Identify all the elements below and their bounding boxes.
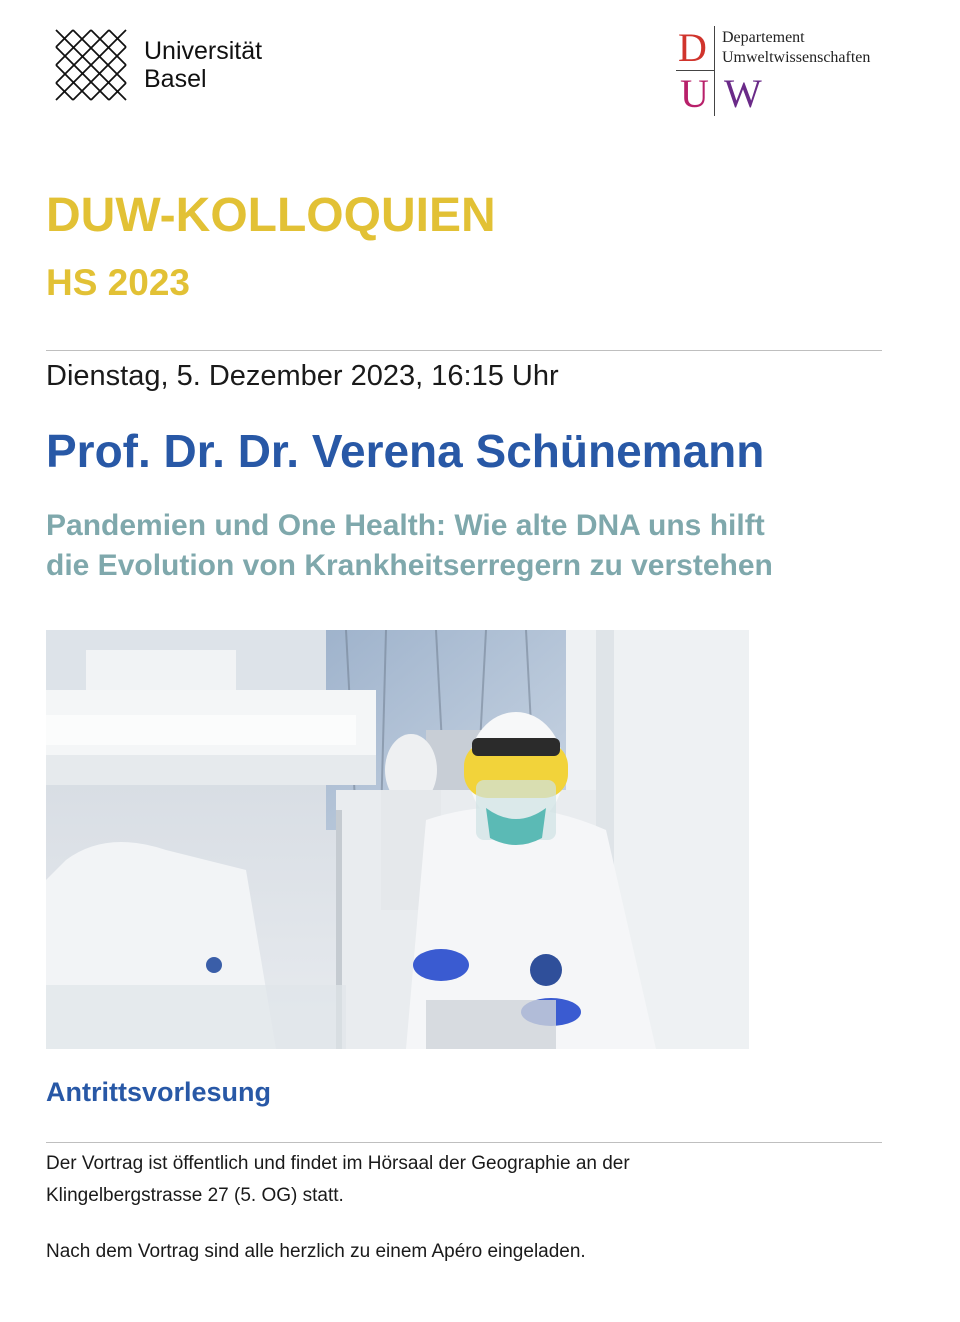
event-date-time: Dienstag, 5. Dezember 2023, 16:15 Uhr <box>46 360 559 392</box>
duw-letter-w: W <box>724 71 762 116</box>
lab-scene-illustration <box>46 630 749 1049</box>
talk-title-line2: die Evolution von Krankheitserregern zu verstehen <box>46 549 773 582</box>
duw-logo <box>676 25 871 118</box>
section-label: Antrittsvorlesung <box>46 1077 272 1107</box>
unibas-emblem-icon <box>52 26 130 104</box>
speaker-name: Prof. Dr. Dr. Verena Schünemann <box>46 425 765 477</box>
venue-line1: Der Vortrag ist öffentlich und findet im Hörsaal der Geographie an der <box>46 1153 630 1174</box>
venue-line2: Klingelbergstrasse 27 (5. OG) statt. <box>46 1185 344 1206</box>
duw-divider-vertical <box>714 26 715 116</box>
duw-letter-d: D <box>678 25 707 70</box>
duw-mark <box>676 25 871 118</box>
venue-paragraph <box>46 1148 630 1212</box>
semester-label: HS 2023 <box>46 262 190 303</box>
duw-name-line1: Departement <box>722 29 805 46</box>
divider-top <box>46 350 882 351</box>
unibas-name-line2: Basel <box>144 65 207 93</box>
unibas-name-line1: Universität <box>144 37 263 65</box>
divider-bottom <box>46 1142 882 1143</box>
duw-divider-horizontal <box>676 70 714 71</box>
lab-photo <box>46 630 749 1049</box>
duw-letter-u: U <box>680 71 709 116</box>
unibas-logo <box>52 26 262 104</box>
talk-title-line1: Pandemien und One Health: Wie alte DNA uns hilft <box>46 509 765 542</box>
talk-title <box>46 506 773 586</box>
series-title: DUW-KOLLOQUIEN <box>46 189 496 242</box>
duw-name-line2: Umweltwissenschaften <box>722 49 871 66</box>
apero-paragraph: Nach dem Vortrag sind alle herzlich zu einem Apéro eingeladen. <box>46 1241 586 1262</box>
